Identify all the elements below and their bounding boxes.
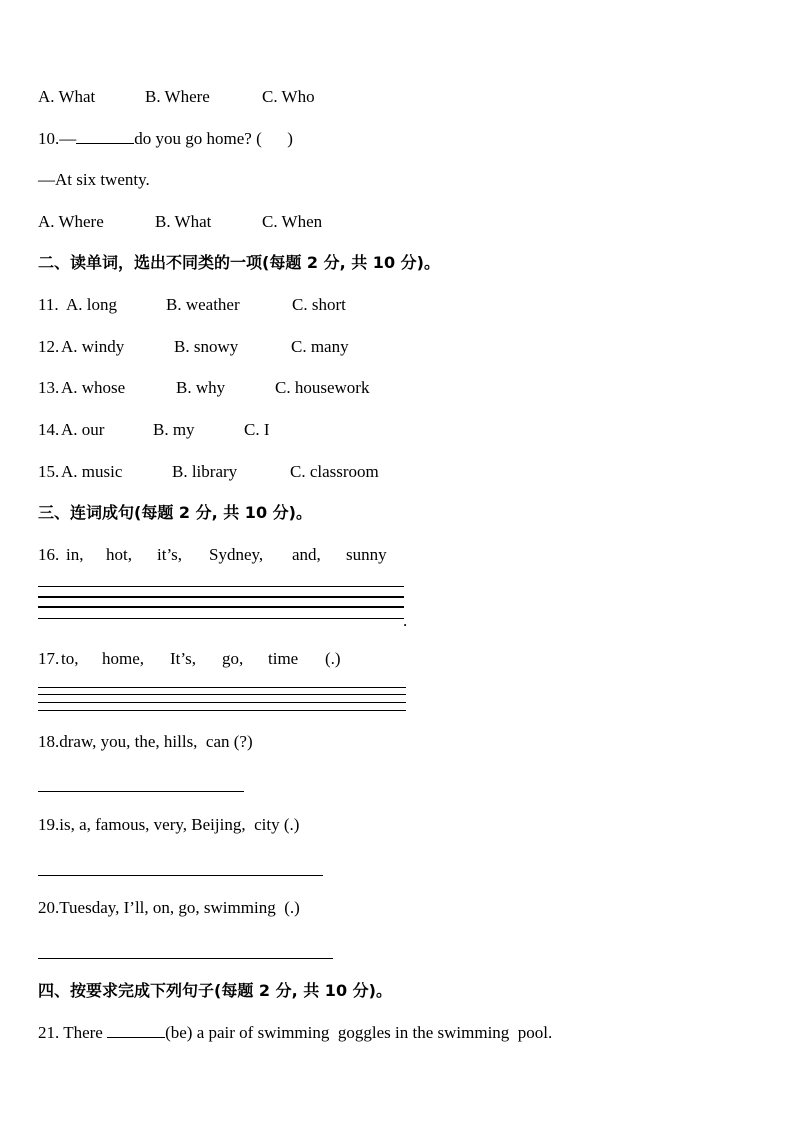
q17-word: go,: [222, 649, 244, 668]
q16-word: hot,: [106, 545, 132, 564]
q16-end-mark: .: [403, 611, 408, 630]
q15-option-c: C. classroom: [290, 462, 379, 481]
answer-line[interactable]: [38, 687, 406, 688]
q17-word: to,: [61, 649, 79, 668]
q14-option-b: B. my: [153, 420, 195, 439]
q21-number: 21.: [38, 1023, 60, 1042]
answer-line[interactable]: [38, 586, 404, 587]
q14-number: 14.: [38, 420, 60, 439]
section4-title: 四、按要求完成下列句子(每题 2 分, 共 10 分)。: [38, 981, 392, 1000]
q9-option-b: B. Where: [145, 87, 210, 106]
q10-stem-text: do you go home? ( ): [134, 129, 293, 148]
q9-option-c: C. Who: [262, 87, 315, 106]
q11-option-b: B. weather: [166, 295, 240, 314]
answer-line[interactable]: [38, 875, 323, 876]
q16-word: Sydney,: [209, 545, 264, 564]
answer-line[interactable]: [38, 618, 404, 619]
q21-blank[interactable]: [107, 1023, 165, 1038]
q10-dash: —: [59, 129, 77, 148]
q12-number: 12.: [38, 337, 60, 356]
q17-word: It’s,: [170, 649, 196, 668]
q16-number: 16.: [38, 545, 60, 564]
q13-option-a: A. whose: [61, 378, 126, 397]
q17-number: 17.: [38, 649, 60, 668]
q11-option-c: C. short: [292, 295, 346, 314]
q17-word: (.): [325, 649, 341, 668]
q17-word: time: [268, 649, 299, 668]
section2-title: 二、读单词，选出不同类的一项(每题 2 分, 共 10 分)。: [38, 253, 440, 272]
answer-line[interactable]: [38, 791, 244, 792]
q16-word: in,: [66, 545, 84, 564]
answer-line[interactable]: [38, 958, 333, 959]
q11-option-a: A. long: [66, 295, 117, 314]
answer-line[interactable]: [38, 596, 404, 598]
q21-prompt: [38, 1023, 552, 1043]
q15-option-b: B. library: [172, 462, 238, 481]
q10-option-b: B. What: [155, 212, 212, 231]
q16-word: sunny: [346, 545, 387, 564]
q13-number: 13.: [38, 378, 60, 397]
q18-prompt: 18.draw, you, the, hills, can (?): [38, 732, 253, 751]
q15-option-a: A. music: [61, 462, 123, 481]
answer-line[interactable]: [38, 694, 406, 695]
q10-option-a: A. Where: [38, 212, 104, 231]
answer-line[interactable]: [38, 710, 406, 711]
q16-word: it’s,: [157, 545, 183, 564]
q10-blank[interactable]: [76, 129, 134, 144]
q20-prompt: 20.Tuesday, I’ll, on, go, swimming (.): [38, 898, 300, 917]
q10-answer-prefix: —At six twenty.: [38, 170, 150, 189]
q17-prompt: [38, 649, 438, 669]
q10-stem: [38, 129, 293, 149]
q13-option-b: B. why: [176, 378, 226, 397]
q14-option-a: A. our: [61, 420, 105, 439]
q16-word: and,: [292, 545, 321, 564]
q21-text-before: There: [59, 1023, 108, 1042]
q21-text-after: (be) a pair of swimming goggles in the swimming pool.: [165, 1023, 553, 1042]
answer-line[interactable]: [38, 606, 404, 608]
q15-number: 15.: [38, 462, 60, 481]
q10-number: 10.: [38, 129, 60, 148]
q10-option-c: C. When: [262, 212, 323, 231]
q9-option-a: A. What: [38, 87, 96, 106]
q11-number: 11.: [38, 295, 63, 314]
q16-prompt: [38, 545, 438, 565]
q14-option-c: C. I: [244, 420, 270, 439]
q12-option-b: B. snowy: [174, 337, 239, 356]
q13-option-c: C. housework: [275, 378, 370, 397]
answer-line[interactable]: [38, 702, 406, 703]
q19-prompt: 19.is, a, famous, very, Beijing, city (.): [38, 815, 300, 834]
q12-option-c: C. many: [291, 337, 349, 356]
q12-option-a: A. windy: [61, 337, 125, 356]
q17-word: home,: [102, 649, 145, 668]
section3-title: 三、连词成句(每题 2 分, 共 10 分)。: [38, 503, 312, 522]
